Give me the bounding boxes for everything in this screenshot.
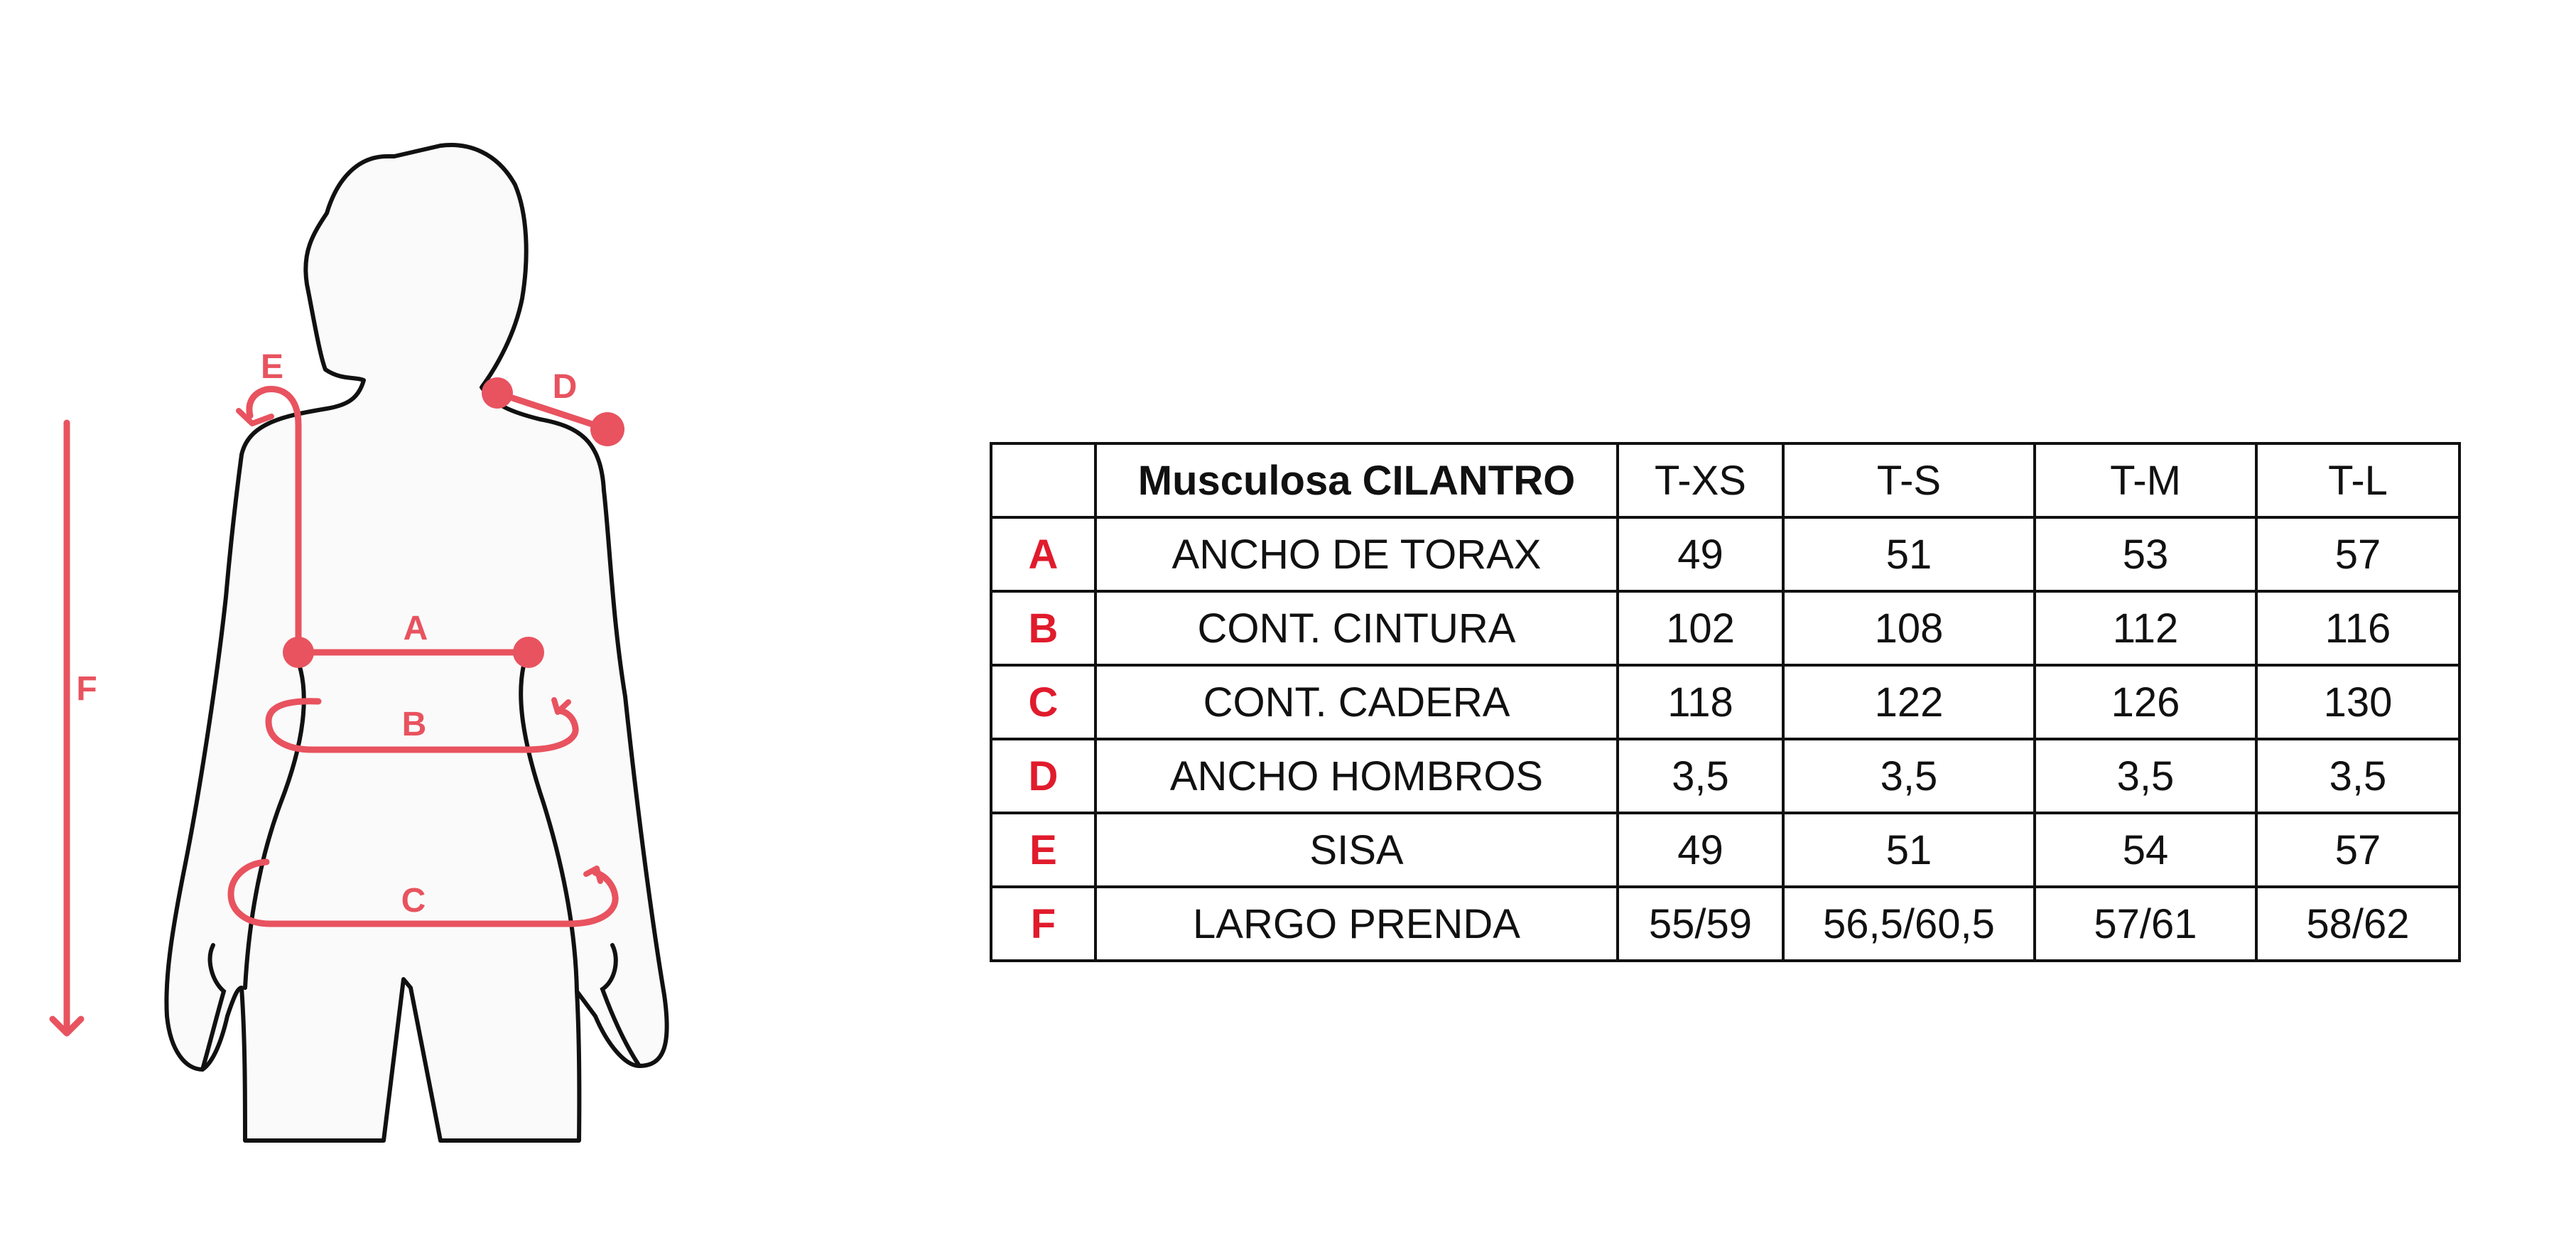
measure-value: 112 xyxy=(2035,591,2256,665)
table-row xyxy=(991,591,2459,665)
row-letter: B xyxy=(991,591,1095,665)
measure-name: LARGO PRENDA xyxy=(1095,887,1618,961)
measure-value: 118 xyxy=(1618,665,1783,739)
table-row xyxy=(991,887,2459,961)
measure-value: 126 xyxy=(2035,665,2256,739)
table-row xyxy=(991,517,2459,591)
marker-d-left-dot xyxy=(482,377,513,409)
garment-name: Musculosa CILANTRO xyxy=(1095,443,1618,517)
size-header: T-S xyxy=(1783,443,2035,517)
row-letter: E xyxy=(991,813,1095,887)
measure-value: 53 xyxy=(2035,517,2256,591)
measure-value: 49 xyxy=(1618,517,1783,591)
measure-value: 102 xyxy=(1618,591,1783,665)
marker-label-b: B xyxy=(401,706,427,743)
measure-name: ANCHO HOMBROS xyxy=(1095,739,1618,813)
row-letter: D xyxy=(991,739,1095,813)
marker-a-right-dot xyxy=(513,637,544,668)
row-letter: A xyxy=(991,517,1095,591)
marker-label-f: F xyxy=(76,670,97,708)
measure-value: 57/61 xyxy=(2035,887,2256,961)
measure-value: 116 xyxy=(2256,591,2459,665)
measure-name: CONT. CADERA xyxy=(1095,665,1618,739)
size-header: T-XS xyxy=(1618,443,1783,517)
table-row xyxy=(991,665,2459,739)
marker-label-c: C xyxy=(401,882,426,920)
row-letter: F xyxy=(991,887,1095,961)
measure-value: 49 xyxy=(1618,813,1783,887)
measure-value: 54 xyxy=(2035,813,2256,887)
measure-value: 3,5 xyxy=(2256,739,2459,813)
measure-value: 51 xyxy=(1783,517,2035,591)
marker-label-e: E xyxy=(260,348,284,386)
measure-value: 3,5 xyxy=(1783,739,2035,813)
size-table xyxy=(990,442,2461,962)
marker-label-a: A xyxy=(403,610,428,647)
measure-value: 3,5 xyxy=(1618,739,1783,813)
measure-name: SISA xyxy=(1095,813,1618,887)
measure-value: 3,5 xyxy=(2035,739,2256,813)
measure-name: CONT. CINTURA xyxy=(1095,591,1618,665)
measure-name: ANCHO DE TORAX xyxy=(1095,517,1618,591)
measure-value: 130 xyxy=(2256,665,2459,739)
measure-value: 51 xyxy=(1783,813,2035,887)
measure-value: 122 xyxy=(1783,665,2035,739)
size-header: T-L xyxy=(2256,443,2459,517)
marker-a-left-dot xyxy=(283,637,314,668)
row-letter: C xyxy=(991,665,1095,739)
measure-value: 56,5/60,5 xyxy=(1783,887,2035,961)
measure-value: 57 xyxy=(2256,517,2459,591)
table-row xyxy=(991,813,2459,887)
header-corner-cell xyxy=(991,443,1095,517)
size-header: T-M xyxy=(2035,443,2256,517)
marker-label-d: D xyxy=(552,368,578,406)
measure-value: 57 xyxy=(2256,813,2459,887)
marker-e-arrowhead xyxy=(239,411,271,424)
body-measurement-figure xyxy=(0,0,710,1245)
table-header-row xyxy=(991,443,2459,517)
marker-d-right-dot xyxy=(590,412,624,446)
table-row xyxy=(991,739,2459,813)
measure-value: 108 xyxy=(1783,591,2035,665)
measure-value: 58/62 xyxy=(2256,887,2459,961)
measure-value: 55/59 xyxy=(1618,887,1783,961)
